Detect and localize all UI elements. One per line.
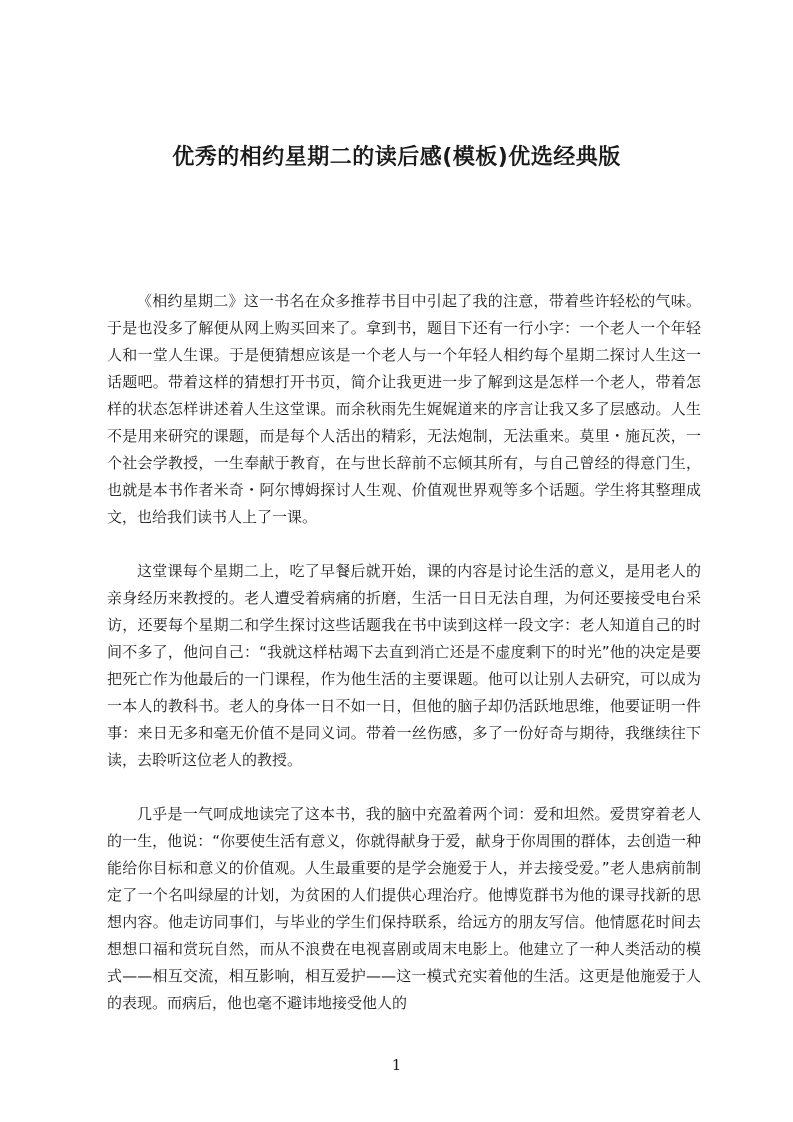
paragraph-3: 几乎是一气呵成地读完了这本书，我的脑中充盈着两个词：爱和坦然。爱贯穿着老人的一生，他说：“你要使生活有意义，你就得献身于爱，献身于你周围的群体，去创造一种能给你目标和意义的价值观。人生最重要的是学会施爱于人，并去接受爱。”老人患病前制定了一个名叫绿屋的计划，为贫困的人们提供心理治疗。他博览群书为他的课寻找新的思想内容。他走访同事们，与毕业的学生们保持联系，给远方的朋友写信。他情愿花时间去想想口福和赏玩自然，而从不浪费在电视喜剧或周末电影上。他建立了一种人类活动的模式——相互交流，相互影响，相互爱护——这一模式充实着他的生活。这更是他施爱于人的表现。而病后，他也毫不避讳地接受他人的 — [107, 805, 701, 1012]
paragraph-1: 《相约星期二》这一书名在众多推荐书目中引起了我的注意，带着些许轻松的气味。于是也没多了解便从网上购买回来了。拿到书，题目下还有一行小字：一个老人一个年轻人和一堂人生课。于是便猜想应该是一个老人与一个年轻人相约每个星期二探讨人生这一话题吧。带着这样的猜想打开书页，简介让我更进一步了解到这是怎样一个老人，带着怎样的状态怎样讲述着人生这堂课。而余秋雨先生娓娓道来的序言让我又多了层感动。人生不是用来研究的课题，而是每个人活出的精彩，无法炮制，无法重来。莫里・施瓦茨，一个社会学教授，一生奉献于教育，在与世长辞前不忘倾其所有，与自己曾经的得意门生，也就是本书作者米奇・阿尔博姆探讨人生观、价值观世界观等多个话题。学生将其整理成文，也给我们读书人上了一课。 — [107, 292, 701, 526]
document-body — [107, 288, 701, 1044]
paragraph-2: 这堂课每个星期二上，吃了早餐后就开始，课的内容是讨论生活的意义，是用老人的亲身经历来教授的。老人遭受着病痛的折磨，生活一日日无法自理，为何还要接受电台采访，还要每个星期二和学生探讨这些话题我在书中读到这样一段文字：老人知道自己的时间不多了，他问自己：“我就这样枯竭下去直到消亡还是不虚度剩下的时光”他的决定是要把死亡作为他最后的一门课程，作为他生活的主要课题。他可以让别人去研究，可以成为一本人的教科书。老人的身体一日不如一日，但他的脑子却仍活跃地思维，他要证明一件事：来日无多和毫无价值不是同义词。带着一丝伤感，多了一份好奇与期待，我继续往下读，去聆听这位老人的教授。 — [107, 562, 701, 769]
page-number: 1 — [391, 1056, 402, 1074]
document-title: 优秀的相约星期二的读后感(模板)优选经典版 — [172, 145, 621, 170]
